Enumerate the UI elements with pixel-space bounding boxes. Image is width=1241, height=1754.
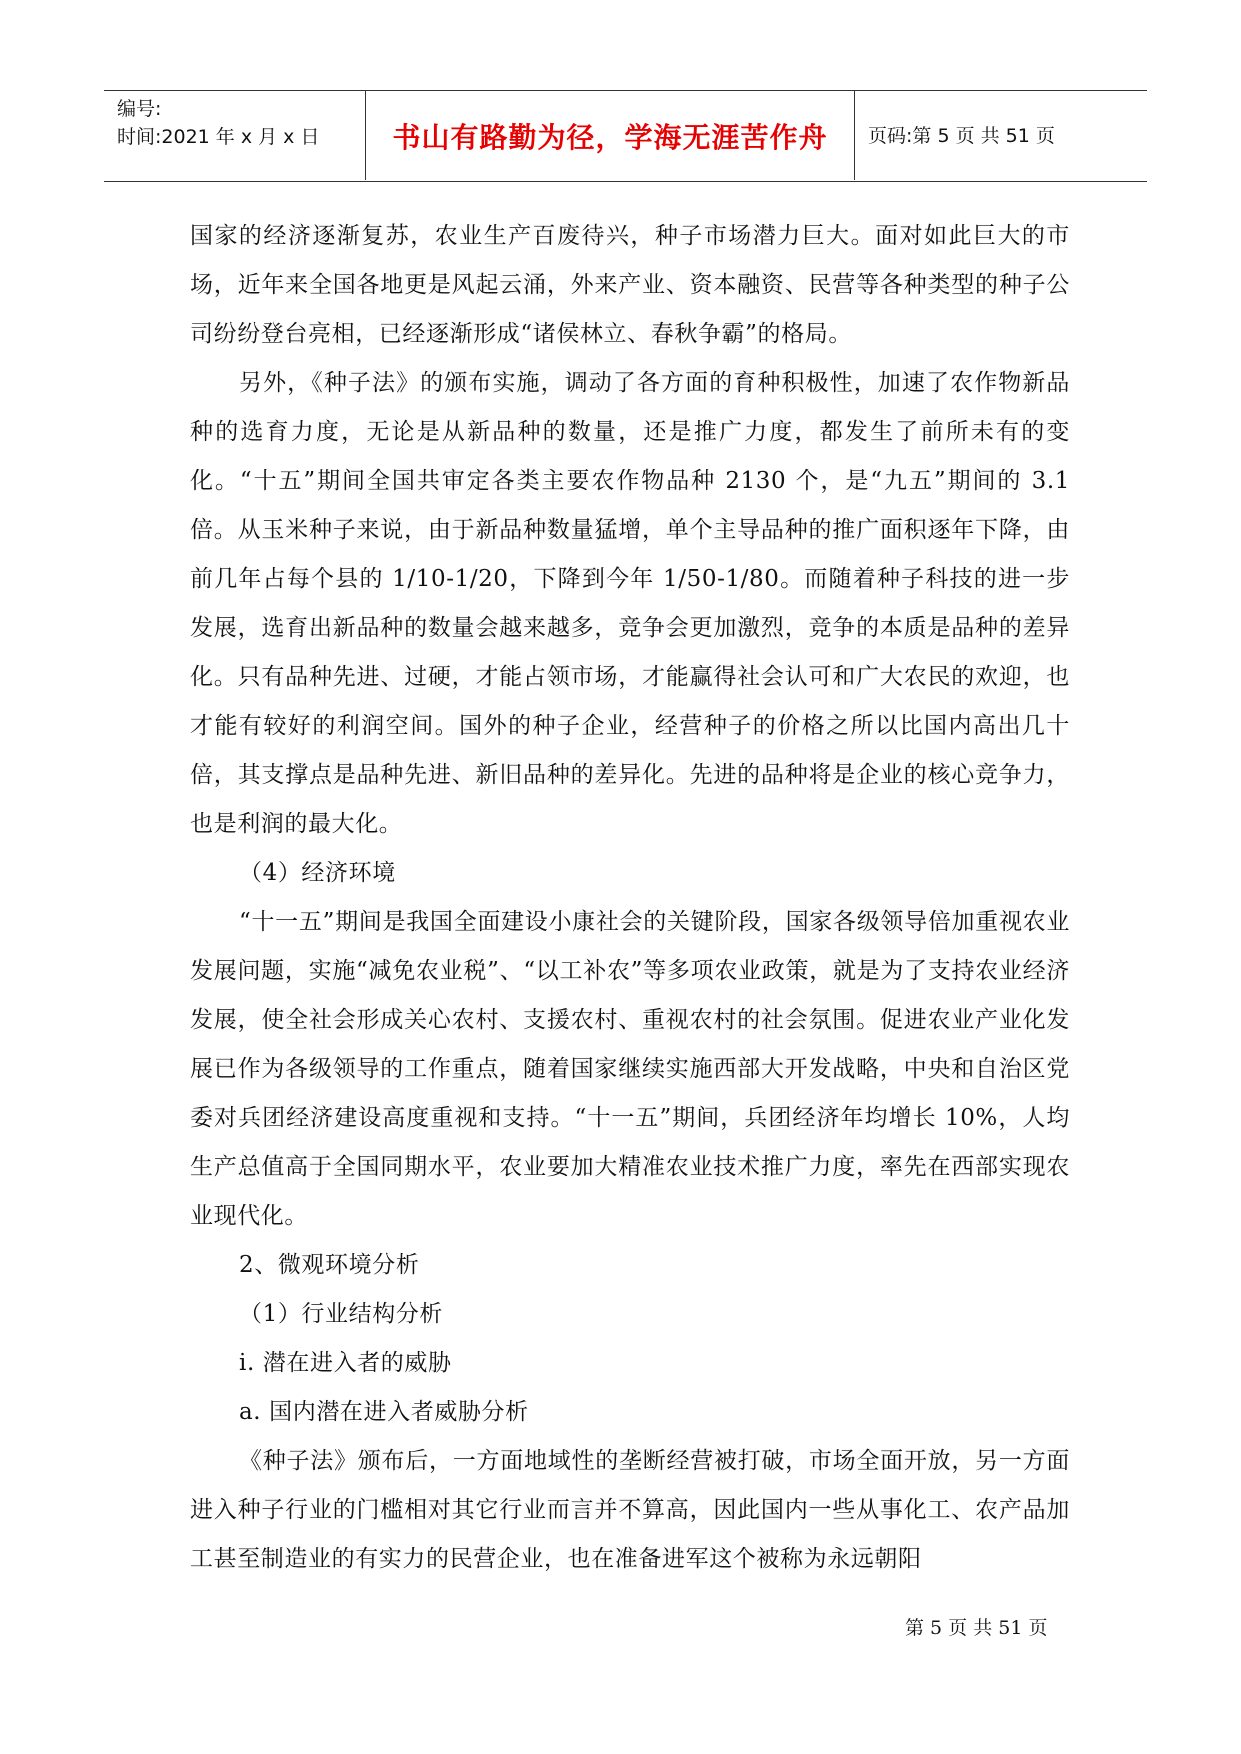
- page-footer: 第 5 页 共 51 页: [905, 1617, 1048, 1639]
- heading-potential-entrants: i. 潜在进入者的威胁: [239, 1350, 452, 1376]
- heading-economic-environment: （4）经济环境: [239, 860, 396, 886]
- document-time-label: 时间:2021 年 x 月 x 日: [117, 126, 320, 148]
- header-motto: 书山有路勤为径，学海无涯苦作舟: [392, 120, 828, 154]
- header-page-cell: [855, 91, 1147, 180]
- paragraph-seed-law: 另外，《种子法》的颁布实施，调动了各方面的育种积极性，加速了农作物新品种的选育力度，无论是从新品种的数量，还是推广力度，都发生了前所未有的变化。“十五”期间全国共审定各类主要农作物品种 2130 个，是“九五”期间的 3.1 倍。从玉米种子来说，由于新品种数量猛增，单个主导品种的推广面积逐年下降，由前几年占每个县的 1/10-1/20，下降到今年 1/50-1/80。而随着种子科技的进一步发展，选育出新品种的数量会越来越多，竞争会更加激烈，竞争的本质是品种的差异化。只有品种先进、过硬，才能占领市场，才能赢得社会认可和广大农民的欢迎，也才能有较好的利润空间。国外的种子企业，经营种子的价格之所以比国内高出几十倍，其支撑点是品种先进、新旧品种的差异化。先进的品种将是企业的核心竞争力，也是利润的最大化。: [190, 370, 1070, 837]
- document-number-label: 编号:: [117, 98, 162, 120]
- paragraph-domestic-entrants: 《种子法》颁布后，一方面地域性的垄断经营被打破，市场全面开放，另一方面进入种子行业的门槛相对其它行业而言并不算高，因此国内一些从事化工、农产品加工甚至制造业的有实力的民营企业，也在准备进军这个被称为永远朝阳: [190, 1448, 1070, 1572]
- heading-domestic-entrants: a. 国内潜在进入者威胁分析: [239, 1399, 529, 1425]
- header-page-label: 页码:第 5 页 共 51 页: [868, 125, 1055, 147]
- heading-industry-structure: （1）行业结构分析: [239, 1301, 444, 1327]
- paragraph-market-recovery: 国家的经济逐渐复苏，农业生产百废待兴，种子市场潜力巨大。面对如此巨大的市场，近年来全国各地更是风起云涌，外来产业、资本融资、民营等各种类型的种子公司纷纷登台亮相，已经逐渐形成“诸侯林立、春秋争霸”的格局。: [190, 223, 1070, 347]
- heading-micro-environment: 2、微观环境分析: [239, 1252, 420, 1278]
- header-motto-cell: [366, 91, 855, 180]
- document-body: [190, 212, 1070, 1584]
- page-header: [104, 90, 1147, 182]
- paragraph-economic-environment: “十一五”期间是我国全面建设小康社会的关键阶段，国家各级领导倍加重视农业发展问题，实施“减免农业税”、“以工补农”等多项农业政策，就是为了支持农业经济发展，使全社会形成关心农村、支援农村、重视农村的社会氛围。促进农业产业化发展已作为各级领导的工作重点，随着国家继续实施西部大开发战略，中央和自治区党委对兵团经济建设高度重视和支持。“十一五”期间，兵团经济年均增长 10%，人均生产总值高于全国同期水平，农业要加大精准农业技术推广力度，率先在西部实现农业现代化。: [190, 909, 1070, 1229]
- header-left-cell: [104, 91, 366, 180]
